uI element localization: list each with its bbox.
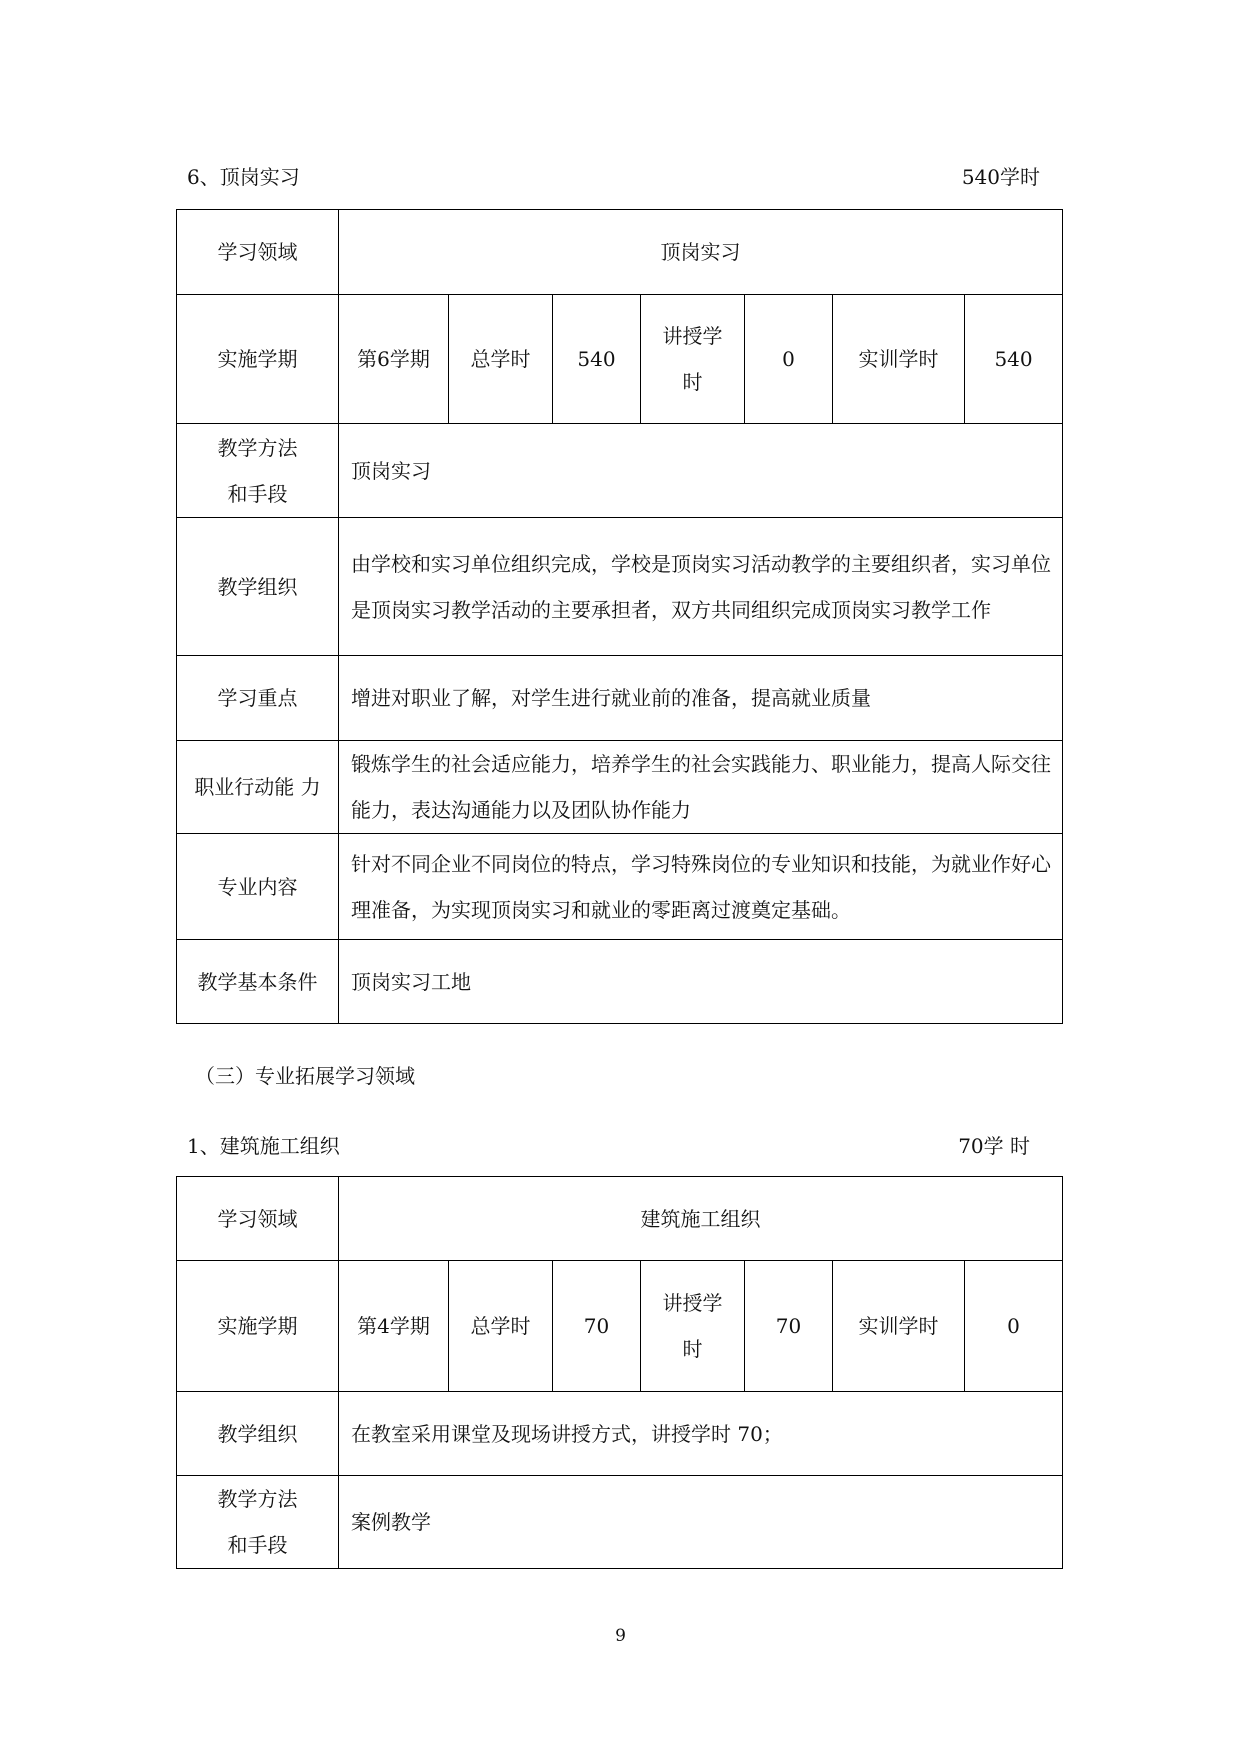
row-label: 教学方法和手段 — [177, 424, 339, 518]
domain-value: 建筑施工组织 — [339, 1177, 1063, 1261]
row-label: 专业内容 — [177, 834, 339, 940]
course-table-construction — [176, 1176, 1063, 1569]
row-content: 在教室采用课堂及现场讲授方式，讲授学时 70； — [339, 1392, 1063, 1476]
practice-hours-label: 实训学时 — [833, 1261, 965, 1392]
section-hours: 70学 时 — [958, 1134, 1030, 1158]
domain-label: 学习领域 — [177, 210, 339, 295]
semester-label: 实施学期 — [177, 295, 339, 424]
total-hours-value: 540 — [553, 295, 641, 424]
section-hours: 540学时 — [961, 165, 1040, 189]
row-label: 教学基本条件 — [177, 940, 339, 1024]
semester-label: 实施学期 — [177, 1261, 339, 1392]
row-label: 学习重点 — [177, 656, 339, 741]
lecture-hours-value: 0 — [745, 295, 833, 424]
row-content: 案例教学 — [339, 1476, 1063, 1569]
semester-value: 第4学期 — [339, 1261, 449, 1392]
total-hours-label: 总学时 — [449, 1261, 553, 1392]
course-table-internship — [176, 209, 1063, 1024]
part-title: （三）专业拓展学习领域 — [195, 1064, 415, 1088]
domain-label: 学习领域 — [177, 1177, 339, 1261]
total-hours-label: 总学时 — [449, 295, 553, 424]
section-heading: 6、顶岗实习 — [187, 165, 300, 189]
semester-value: 第6学期 — [339, 295, 449, 424]
row-label: 教学组织 — [177, 1392, 339, 1476]
page-number: 9 — [615, 1626, 626, 1646]
lecture-hours-label: 讲授学时 — [641, 1261, 745, 1392]
lecture-hours-label: 讲授学时 — [641, 295, 745, 424]
practice-hours-label: 实训学时 — [833, 295, 965, 424]
lecture-hours-value: 70 — [745, 1261, 833, 1392]
row-content: 由学校和实习单位组织完成，学校是顶岗实习活动教学的主要组织者，实习单位是顶岗实习教学活动的主要承担者，双方共同组织完成顶岗实习教学工作 — [339, 518, 1063, 656]
practice-hours-value: 0 — [965, 1261, 1063, 1392]
row-content: 针对不同企业不同岗位的特点，学习特殊岗位的专业知识和技能，为就业作好心理准备，为实现顶岗实习和就业的零距离过渡奠定基础。 — [339, 834, 1063, 940]
row-content: 顶岗实习工地 — [339, 940, 1063, 1024]
row-label: 职业行动能 力 — [177, 741, 339, 834]
row-content: 顶岗实习 — [339, 424, 1063, 518]
total-hours-value: 70 — [553, 1261, 641, 1392]
practice-hours-value: 540 — [965, 295, 1063, 424]
domain-value: 顶岗实习 — [339, 210, 1063, 295]
row-label: 教学方法和手段 — [177, 1476, 339, 1569]
row-label: 教学组织 — [177, 518, 339, 656]
row-content: 锻炼学生的社会适应能力，培养学生的社会实践能力、职业能力，提高人际交往能力，表达沟通能力以及团队协作能力 — [339, 741, 1063, 834]
row-content: 增进对职业了解，对学生进行就业前的准备，提高就业质量 — [339, 656, 1063, 741]
section-heading: 1、建筑施工组织 — [187, 1134, 340, 1158]
